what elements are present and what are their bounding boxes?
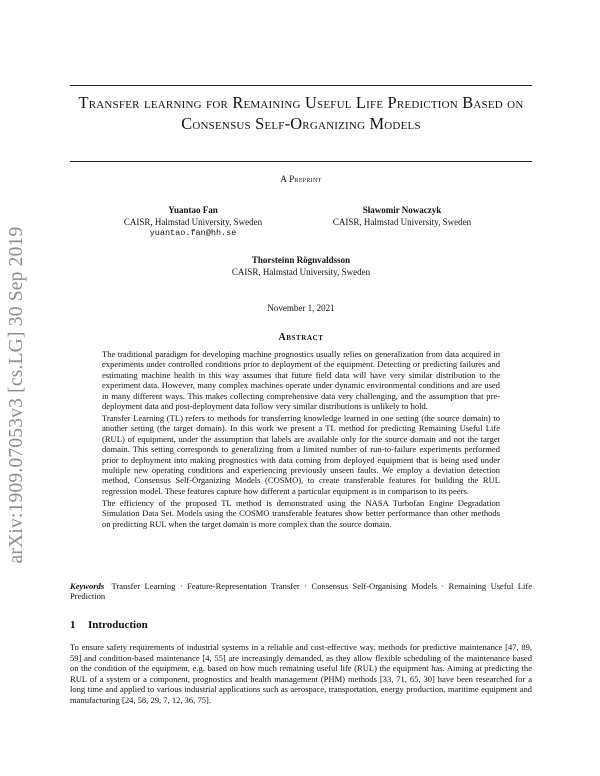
preprint-label: A Preprint: [280, 174, 322, 184]
author-block-2: [318, 205, 486, 228]
abstract-body: [102, 349, 500, 530]
author-block-3: [206, 255, 396, 278]
author-email[interactable]: yuantao.fan@hh.se: [149, 228, 237, 238]
title-rule-bottom: [70, 161, 532, 162]
publication-date: November 1, 2021: [267, 303, 335, 313]
title-rule-top: [70, 85, 532, 86]
abstract-heading: Abstract: [278, 332, 324, 343]
arxiv-stamp: [2, 205, 32, 585]
keywords: [70, 581, 532, 602]
author-name: Yuantao Fan: [168, 205, 218, 215]
intro-paragraph: To ensure safety requirements of industrial systems in a reliable and cost-effective way, methods for predictive maintenance [47, 89, 59] and condition-based maintenance [4, 55] are increasingly demanded, as they allow flexible scheduling of the maintenance based on the condition of the equipment, e.g. based on how much remaining useful life (RUL) the equipment has. Aiming at predicting the RUL of a system or a component, prognostics and health management (PHM) methods [33, 71, 65, 30] have been researched for a long time and applied to various industrial applications such as aerospace, transportation, energy production, maritime equipment and manufacturing [24, 58, 29, 7, 12, 36, 75].: [70, 642, 532, 705]
author-name: Thorsteinn Rögnvaldsson: [251, 255, 351, 265]
section-heading: [70, 619, 532, 631]
author-affiliation: CAISR, Halmstad University, Sweden: [123, 216, 263, 227]
author-block-1: [112, 205, 274, 240]
abstract-paragraph: The efficiency of the proposed TL method is demonstrated using the NASA Turbofan Engine Degradation Simulation Data Set. Models using the COSMO transferable features show better performance than other methods on predicting RUL when the target domain is more complex than the source domain.: [102, 497, 500, 529]
arxiv-identifier: arXiv:1909.07053v3 [cs.LG] 30 Sep 2019: [6, 226, 27, 564]
section-title: Introduction: [88, 619, 148, 631]
abstract-paragraph: The traditional paradigm for developing machine prognostics usually relies on generalization from data acquired in experiments under controlled conditions prior to deployment of the equipment. Detecting or predicting failures and estimating machine health in this way assumes that future field data will have very similar distribution to the experiment data. However, many complex machines operate under dynamic environmental conditions and are used in many different ways. This makes collecting comprehensive data very challenging, and the assumption that pre-deployment data and post-deployment data follow very similar distributions is unlikely to hold.: [102, 349, 500, 412]
paper-title: Transfer learning for Remaining Useful Life Prediction Based on Consensus Self-Organizing Models: [78, 93, 524, 133]
author-affiliation: CAISR, Halmstad University, Sweden: [231, 266, 371, 277]
abstract-paragraph: Transfer Learning (TL) refers to methods for transferring knowledge learned in one setting (the source domain) to another setting (the target domain). In this work we present a TL method for predicting Remaining Useful Life (RUL) of equipment, under the assumption that labels are available only for the source domain and not the target domain. This setting corresponds to generalizing from a limited number of run-to-failure experiments performed prior to deployment into making prognostics with data coming from deployed equipment that is being used under multiple new operating conditions and experiencing previously unseen faults. We employ a deviation detection method, Consensus Self-Organizing Models (COSMO), to create transferable features for building the RUL regression model. These features capture how different a particular equipment is in comparison to its peers.: [102, 412, 500, 496]
keywords-text: Transfer Learning · Feature-Representation Transfer · Consensus Self-Organising Models · Remaining Useful Life Prediction: [70, 581, 533, 602]
author-name: Sławomir Nowaczyk: [362, 205, 442, 215]
section-number: 1: [70, 619, 76, 631]
keywords-label: Keywords: [70, 581, 105, 591]
author-affiliation: CAISR, Halmstad University, Sweden: [332, 216, 472, 227]
